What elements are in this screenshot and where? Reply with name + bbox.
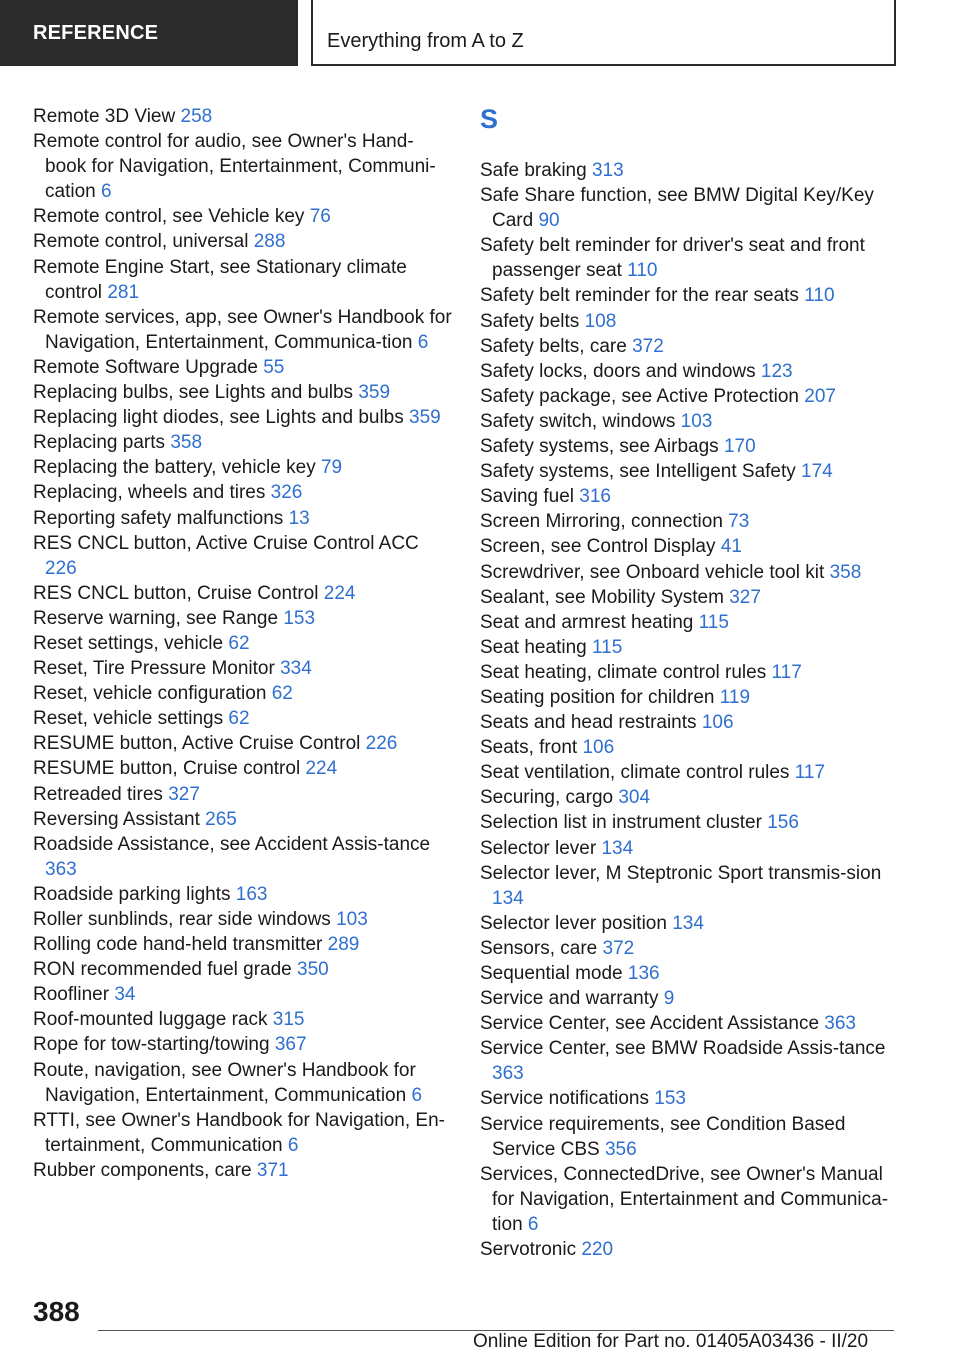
index-entry bbox=[480, 1112, 900, 1162]
index-entry-text: Replacing parts bbox=[33, 432, 166, 454]
index-entry bbox=[480, 534, 900, 559]
page-reference-link[interactable]: 153 bbox=[283, 607, 316, 629]
index-entry bbox=[480, 911, 900, 936]
index-entry bbox=[33, 1032, 453, 1057]
page-reference-link[interactable]: 62 bbox=[271, 683, 293, 705]
index-entry bbox=[33, 706, 453, 731]
page-reference-link[interactable]: 359 bbox=[409, 407, 441, 429]
page-reference-link[interactable]: 90 bbox=[538, 210, 560, 232]
index-entry bbox=[480, 233, 900, 283]
index-entry bbox=[480, 1162, 900, 1237]
index-entry bbox=[480, 986, 900, 1011]
page-reference-link[interactable]: 62 bbox=[228, 632, 250, 654]
index-entry bbox=[33, 455, 453, 480]
index-entry-text: RES CNCL button, Active Cruise Control ACC bbox=[33, 532, 419, 554]
index-entry bbox=[33, 681, 453, 706]
page-reference-link[interactable]: 136 bbox=[627, 963, 660, 984]
page-reference-link[interactable]: 6 bbox=[411, 1084, 423, 1106]
page-reference-link[interactable]: 174 bbox=[801, 461, 833, 483]
page-reference-link[interactable]: 207 bbox=[804, 385, 836, 407]
index-entry bbox=[480, 484, 900, 509]
index-entry bbox=[33, 982, 453, 1007]
index-entry bbox=[480, 384, 900, 409]
page-reference-link[interactable]: 6 bbox=[287, 1134, 299, 1156]
page-reference-link[interactable]: 265 bbox=[205, 808, 237, 830]
page-reference-link[interactable]: 220 bbox=[581, 1239, 614, 1261]
index-entry-text: Securing, cargo bbox=[480, 787, 614, 809]
index-entry bbox=[33, 405, 453, 430]
index-entry-text: Sensors, care bbox=[480, 937, 598, 959]
page-reference-link[interactable]: 326 bbox=[270, 482, 303, 504]
index-entry-text: RON recommended fuel grade bbox=[33, 959, 292, 981]
index-entry-text: Rubber components, care bbox=[33, 1159, 252, 1181]
index-entry-text: RESUME button, Active Cruise Control bbox=[33, 733, 361, 755]
index-entry bbox=[33, 1058, 453, 1108]
index-entry-text: Screen Mirroring, connection bbox=[480, 511, 723, 533]
index-entry-text: Service requirements, see Condition Based Service CBS bbox=[480, 1113, 846, 1160]
index-entry bbox=[33, 506, 453, 531]
index-entry bbox=[480, 1011, 900, 1036]
index-entry bbox=[480, 760, 900, 785]
index-entry-text: Seating position for children bbox=[480, 686, 715, 708]
index-entry-text: Remote services, app, see Owner's Handbook for Navigation, Entertainment, Communica-tion bbox=[33, 306, 452, 353]
page-reference-link[interactable]: 110 bbox=[627, 260, 658, 282]
index-entry-text: RES CNCL button, Cruise Control bbox=[33, 582, 319, 604]
page-reference-link[interactable]: 103 bbox=[336, 909, 368, 930]
index-entry-text: Roadside Assistance, see Accident Assis-tance bbox=[33, 833, 431, 855]
page-reference-link[interactable]: 334 bbox=[280, 658, 312, 680]
page-reference-link[interactable]: 226 bbox=[45, 557, 77, 579]
index-entry bbox=[33, 430, 453, 455]
index-entry bbox=[480, 158, 900, 183]
index-entry bbox=[480, 1237, 900, 1262]
page-reference-link[interactable]: 134 bbox=[672, 912, 704, 934]
index-entry-text: Safe braking bbox=[480, 160, 587, 181]
index-entry-text: Remote control for audio, see Owner's Hand-book for Navigation, Entertainment, Communi-cation bbox=[33, 131, 436, 203]
index-entry-text: Servotronic bbox=[480, 1239, 577, 1261]
index-entry-text: Remote 3D View bbox=[33, 106, 176, 127]
index-entry-text: RESUME button, Cruise control bbox=[33, 758, 301, 780]
index-entry-text: Safe Share function, see BMW Digital Key/Key Card bbox=[480, 185, 874, 232]
index-entry bbox=[480, 309, 900, 334]
index-entry-text: Sequential mode bbox=[480, 963, 623, 984]
index-entry-text: RTTI, see Owner's Handbook for Navigation, En-tertainment, Communication bbox=[33, 1109, 445, 1156]
page-reference-link[interactable]: 163 bbox=[235, 883, 268, 905]
index-entry bbox=[33, 606, 453, 631]
page-number: 388 bbox=[33, 1296, 80, 1327]
page-reference-link[interactable]: 134 bbox=[601, 837, 634, 859]
index-entry-text: Roof-mounted luggage rack bbox=[33, 1009, 268, 1031]
index-entry bbox=[33, 907, 453, 932]
index-entry bbox=[480, 735, 900, 760]
index-entry-text: Reset, Tire Pressure Monitor bbox=[33, 658, 275, 680]
index-entry-text: Seat and armrest heating bbox=[480, 611, 694, 633]
index-entry bbox=[480, 560, 900, 585]
page-reference-link[interactable]: 110 bbox=[804, 285, 835, 307]
index-entry-text: Seat ventilation, climate control rules bbox=[480, 762, 790, 784]
index-entry-text: Reset, vehicle settings bbox=[33, 708, 224, 730]
index-entry-text: Remote Engine Start, see Stationary climate control bbox=[33, 256, 407, 303]
index-entry bbox=[33, 255, 453, 305]
index-entry-text: Safety locks, doors and windows bbox=[480, 360, 756, 382]
index-entry bbox=[33, 1007, 453, 1032]
index-entry bbox=[480, 810, 900, 835]
index-entry bbox=[33, 957, 453, 982]
page-reference-link[interactable]: 123 bbox=[760, 360, 793, 382]
page-reference-link[interactable]: 119 bbox=[719, 686, 751, 708]
index-entry-text: Safety package, see Active Protection bbox=[480, 385, 799, 407]
index-entry bbox=[33, 731, 453, 756]
page-reference-link[interactable]: 224 bbox=[305, 758, 338, 780]
index-entry bbox=[33, 832, 453, 882]
page-reference-link[interactable]: 289 bbox=[327, 934, 360, 956]
index-entry bbox=[480, 936, 900, 961]
index-entry-text: Selection list in instrument cluster bbox=[480, 812, 762, 834]
index-entry-text: Roadside parking lights bbox=[33, 883, 231, 905]
index-entry bbox=[33, 882, 453, 907]
index-entry bbox=[480, 961, 900, 986]
page-reference-link[interactable]: 103 bbox=[680, 410, 713, 432]
index-entry bbox=[33, 129, 453, 204]
page-reference-link[interactable]: 34 bbox=[114, 984, 136, 1006]
page-reference-link[interactable]: 62 bbox=[228, 708, 250, 730]
index-entry bbox=[33, 104, 453, 129]
index-entry-text: Service Center, see BMW Roadside Assis-tance bbox=[480, 1038, 886, 1060]
index-entry-text: Services, ConnectedDrive, see Owner's Manual for Navigation, Entertainment and Communica-tion bbox=[480, 1163, 889, 1235]
page-reference-link[interactable]: 327 bbox=[168, 783, 200, 805]
page-reference-link[interactable]: 288 bbox=[253, 231, 286, 253]
page-reference-link[interactable]: 6 bbox=[527, 1213, 539, 1235]
section-letter: S bbox=[480, 104, 499, 134]
index-entry bbox=[480, 283, 900, 308]
header-title: Everything from A to Z bbox=[311, 0, 896, 66]
index-entry bbox=[480, 434, 900, 459]
index-entry bbox=[33, 380, 453, 405]
index-entry bbox=[480, 1036, 900, 1086]
page-reference-link[interactable]: 76 bbox=[309, 206, 331, 228]
page-reference-link[interactable]: 281 bbox=[107, 281, 140, 303]
index-entry-text: Remote control, see Vehicle key bbox=[33, 206, 305, 228]
index-entry bbox=[33, 305, 453, 355]
page-reference-link[interactable]: 6 bbox=[417, 331, 429, 353]
page-reference-link[interactable]: 356 bbox=[604, 1138, 637, 1160]
index-entry-text: Rope for tow-starting/towing bbox=[33, 1034, 270, 1056]
index-entry-text: Safety switch, windows bbox=[480, 410, 676, 432]
page-reference-link[interactable]: 315 bbox=[272, 1009, 305, 1031]
index-entry-text: Service notifications bbox=[480, 1088, 649, 1110]
index-entry bbox=[480, 459, 900, 484]
index-entry bbox=[480, 710, 900, 735]
index-entry bbox=[480, 836, 900, 861]
index-entry bbox=[480, 409, 900, 434]
page-reference-link[interactable]: 106 bbox=[701, 712, 734, 734]
index-entry bbox=[33, 581, 453, 606]
page-reference-link[interactable]: 13 bbox=[288, 507, 310, 529]
index-entry-text: Seat heating, climate control rules bbox=[480, 661, 767, 683]
index-entry bbox=[33, 1158, 453, 1183]
index-entry bbox=[33, 782, 453, 807]
index-entry bbox=[33, 756, 453, 781]
page-reference-link[interactable]: 371 bbox=[256, 1159, 289, 1181]
page-reference-link[interactable]: 170 bbox=[723, 436, 756, 458]
index-entry-text: Reset, vehicle configuration bbox=[33, 683, 267, 705]
page-reference-link[interactable]: 327 bbox=[729, 586, 761, 608]
page-reference-link[interactable]: 55 bbox=[263, 356, 285, 378]
index-entry-text: Screwdriver, see Onboard vehicle tool kit bbox=[480, 561, 825, 583]
section-tab: REFERENCE bbox=[0, 0, 298, 66]
index-entry-text: Reversing Assistant bbox=[33, 808, 200, 830]
index-entry bbox=[33, 531, 453, 581]
index-entry-text: Remote control, universal bbox=[33, 231, 249, 253]
page-reference-link[interactable]: 153 bbox=[654, 1088, 686, 1110]
page-header bbox=[0, 0, 960, 66]
index-column-right bbox=[480, 104, 900, 1262]
index-entry-text: Seats, front bbox=[480, 737, 578, 759]
page-reference-link[interactable]: 108 bbox=[584, 310, 617, 332]
page-reference-link[interactable]: 156 bbox=[767, 812, 799, 834]
index-entry-text: Retreaded tires bbox=[33, 783, 163, 805]
page-reference-link[interactable]: 359 bbox=[358, 382, 391, 404]
index-entry bbox=[33, 656, 453, 681]
index-entry-text: Rolling code hand-held transmitter bbox=[33, 934, 323, 956]
index-entry bbox=[480, 359, 900, 384]
footer-edition: Online Edition for Part no. 01405A03436 - II/20 bbox=[473, 1331, 869, 1352]
page-reference-link[interactable]: 117 bbox=[794, 762, 826, 784]
page-reference-link[interactable]: 258 bbox=[180, 106, 213, 127]
page-reference-link[interactable]: 372 bbox=[602, 937, 635, 959]
index-entry bbox=[480, 785, 900, 810]
page-reference-link[interactable]: 372 bbox=[632, 335, 664, 357]
index-entry-text: Replacing, wheels and tires bbox=[33, 482, 266, 504]
index-entry bbox=[480, 183, 900, 233]
index-entry bbox=[33, 631, 453, 656]
page-reference-link[interactable]: 363 bbox=[824, 1013, 856, 1035]
index-entry-text: Service Center, see Accident Assistance bbox=[480, 1013, 820, 1035]
page-reference-link[interactable]: 358 bbox=[829, 561, 862, 583]
index-entry bbox=[480, 1086, 900, 1111]
page-reference-link[interactable]: 313 bbox=[591, 160, 624, 181]
page-reference-link[interactable]: 6 bbox=[100, 181, 112, 203]
index-entry bbox=[33, 229, 453, 254]
index-entry-text: Saving fuel bbox=[480, 486, 575, 508]
page-reference-link[interactable]: 117 bbox=[771, 661, 802, 683]
page-reference-link[interactable]: 115 bbox=[698, 611, 729, 633]
index-entry bbox=[33, 480, 453, 505]
index-entry-text: Selector lever position bbox=[480, 912, 667, 934]
page-reference-link[interactable]: 363 bbox=[492, 1063, 524, 1085]
page-reference-link[interactable]: 41 bbox=[720, 536, 742, 558]
index-entry bbox=[480, 334, 900, 359]
page-reference-link[interactable]: 134 bbox=[492, 887, 524, 909]
index-entry bbox=[480, 685, 900, 710]
index-entry-text: Reserve warning, see Range bbox=[33, 607, 279, 629]
page-reference-link[interactable]: 106 bbox=[582, 737, 615, 759]
index-entry-text: Safety systems, see Intelligent Safety bbox=[480, 461, 796, 483]
index-entry bbox=[480, 660, 900, 685]
index-entry-text: Selector lever bbox=[480, 837, 597, 859]
page-reference-link[interactable]: 363 bbox=[45, 858, 77, 880]
index-entry-text: Reporting safety malfunctions bbox=[33, 507, 284, 529]
page-reference-link[interactable]: 304 bbox=[618, 787, 651, 809]
page-reference-link[interactable]: 226 bbox=[365, 733, 398, 755]
page-reference-link[interactable]: 79 bbox=[320, 457, 343, 479]
index-entry-text: Roofliner bbox=[33, 984, 110, 1006]
index-entry-text: Remote Software Upgrade bbox=[33, 356, 258, 378]
index-entry bbox=[33, 1108, 453, 1158]
index-entry bbox=[33, 807, 453, 832]
index-entries-s bbox=[480, 158, 900, 1262]
page-reference-link[interactable]: 350 bbox=[297, 959, 329, 981]
index-entry-text: Screen, see Control Display bbox=[480, 536, 716, 558]
page-reference-link[interactable]: 115 bbox=[591, 636, 623, 658]
index-entry bbox=[33, 932, 453, 957]
index-entry bbox=[480, 509, 900, 534]
page-reference-link[interactable]: 73 bbox=[728, 511, 750, 533]
index-column-left bbox=[33, 104, 453, 1183]
index-entry-text: Roller sunblinds, rear side windows bbox=[33, 909, 331, 930]
index-entry bbox=[480, 585, 900, 610]
index-entry bbox=[33, 355, 453, 380]
page-reference-link[interactable]: 224 bbox=[323, 582, 356, 604]
index-entry bbox=[480, 861, 900, 911]
index-entry-text: Safety belts, care bbox=[480, 335, 627, 357]
index-entry-text: Safety belt reminder for the rear seats bbox=[480, 285, 799, 307]
index-entry-text: Sealant, see Mobility System bbox=[480, 586, 724, 608]
index-entry-text: Reset settings, vehicle bbox=[33, 632, 224, 654]
page-reference-link[interactable]: 316 bbox=[579, 486, 611, 508]
index-entry bbox=[480, 635, 900, 660]
index-entry-text: Selector lever, M Steptronic Sport transmis-sion bbox=[480, 862, 882, 884]
index-entry-text: Seat heating bbox=[480, 636, 587, 658]
index-entry-text: Service and warranty bbox=[480, 988, 659, 1010]
index-entry bbox=[33, 204, 453, 229]
page-reference-link[interactable]: 9 bbox=[663, 988, 675, 1010]
index-entry-text: Safety belt reminder for driver's seat and front passenger seat bbox=[480, 235, 865, 282]
index-entry-text: Replacing light diodes, see Lights and bulbs bbox=[33, 407, 404, 429]
index-entry-text: Safety systems, see Airbags bbox=[480, 436, 719, 458]
page-reference-link[interactable]: 367 bbox=[274, 1034, 307, 1056]
index-entry bbox=[480, 610, 900, 635]
index-entry-text: Seats and head restraints bbox=[480, 712, 697, 734]
index-entry-text: Replacing the battery, vehicle key bbox=[33, 457, 316, 479]
index-entry-text: Replacing bulbs, see Lights and bulbs bbox=[33, 382, 354, 404]
index-entry-text: Safety belts bbox=[480, 310, 580, 332]
page-reference-link[interactable]: 358 bbox=[170, 432, 203, 454]
index-entry-text: Route, navigation, see Owner's Handbook for Navigation, Entertainment, Communication bbox=[33, 1059, 416, 1106]
